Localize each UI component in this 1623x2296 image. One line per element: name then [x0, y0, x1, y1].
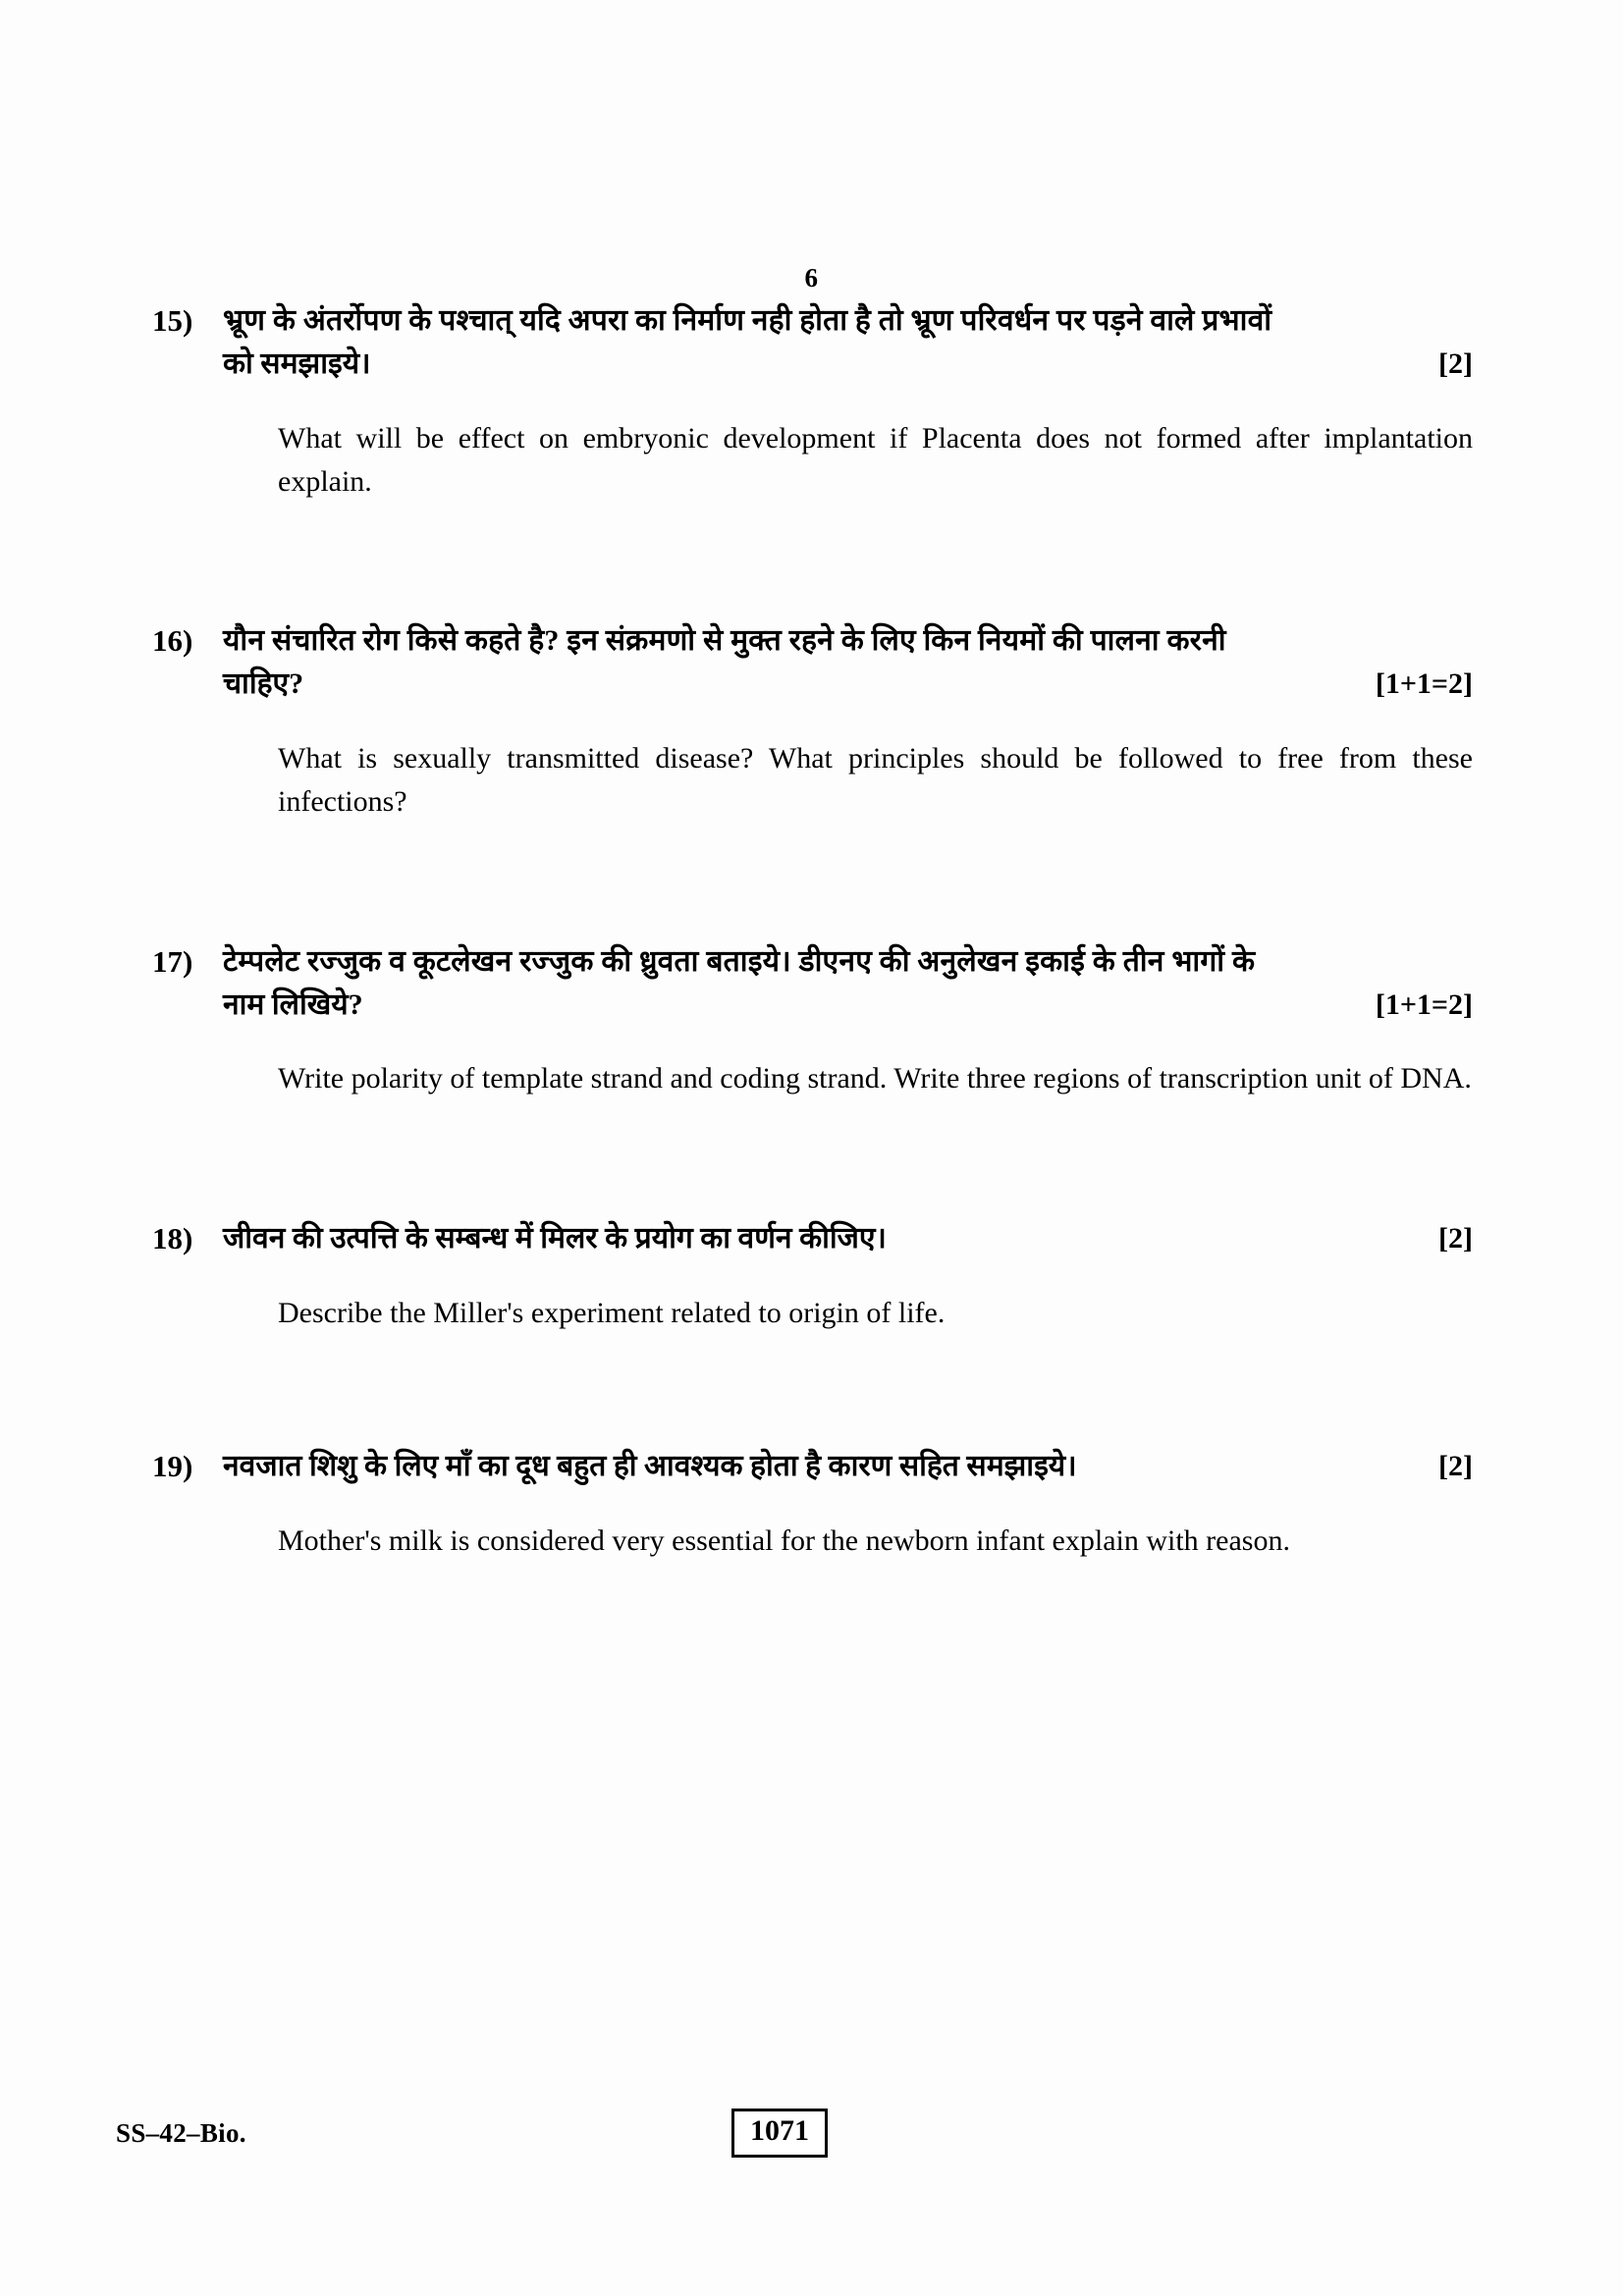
question-marks: [2] [1438, 1449, 1473, 1482]
question-text-hindi: यौन संचारित रोग किसे कहते है? इन संक्रमणो से मुक्त रहने के लिए किन नियमों की पालना करनी [223, 624, 1226, 658]
question-text-hindi-tail: चाहिए? [223, 667, 304, 701]
question-body [223, 940, 1473, 1101]
question-hindi-last-line [223, 1217, 1473, 1260]
spacer [152, 1335, 1473, 1445]
question-block-17 [152, 940, 1473, 1101]
question-number: 15) [152, 303, 193, 338]
question-number: 16) [152, 623, 193, 659]
question-marks: [2] [1438, 1221, 1473, 1255]
spacer [152, 825, 1473, 940]
question-text-english: Describe the Miller's experiment related to origin of life. [278, 1296, 946, 1329]
question-list [152, 299, 1473, 1563]
question-block-15 [152, 299, 1473, 504]
question-marks: [1+1=2] [1375, 667, 1473, 701]
question-number: 18) [152, 1220, 193, 1255]
spacer [152, 504, 1473, 619]
question-row [152, 619, 1473, 824]
page-footer [0, 2109, 1623, 2177]
question-text-hindi-tail: जीवन की उत्पत्ति के सम्बन्ध में मिलर के प्रयोग का वर्णन कीजिए। [223, 1221, 887, 1255]
question-text-english: What is sexually transmitted disease? What principles should be followed to free from these infections? [278, 741, 1473, 819]
spacer [223, 1026, 1473, 1057]
question-number: 17) [152, 943, 193, 979]
question-body [223, 619, 1473, 824]
page-number: 6 [804, 263, 819, 293]
question-row [152, 940, 1473, 1101]
question-row [152, 1217, 1473, 1335]
question-text-english: Write polarity of template strand and coding strand. Write three regions of transcription unit of DNA. [278, 1062, 1472, 1095]
question-body [223, 299, 1473, 504]
spacer [223, 1488, 1473, 1520]
question-hindi-last-line [223, 1445, 1473, 1488]
question-text-hindi-tail: नवजात शिशु के लिए माँ का दूध बहुत ही आवश्यक होता है कारण सहित समझाइये। [223, 1449, 1077, 1482]
question-body [223, 1217, 1473, 1335]
question-body [223, 1445, 1473, 1563]
question-hindi-last-line [223, 663, 1473, 706]
question-marks: [1+1=2] [1375, 988, 1473, 1021]
question-text-hindi-tail: नाम लिखिये? [223, 988, 363, 1021]
question-marks: [2] [1438, 347, 1473, 380]
question-number: 19) [152, 1448, 193, 1483]
question-block-19 [152, 1445, 1473, 1563]
question-text-hindi-tail: को समझाइये। [223, 347, 371, 380]
question-hindi-last-line [223, 984, 1473, 1027]
question-text-english: What will be effect on embryonic development if Placenta does not formed after implantation explain. [278, 421, 1473, 498]
spacer [152, 1101, 1473, 1217]
serial-number-box: 1071 [731, 2109, 828, 2158]
question-block-16 [152, 619, 1473, 824]
question-text-hindi: भ्रूण के अंतर्रोपण के पश्चात् यदि अपरा का निर्माण नही होता है तो भ्रूण परिवर्धन पर पड़ने वाले प्रभावों [223, 304, 1272, 337]
paper-code: SS–42–Bio. [116, 2118, 246, 2148]
question-row [152, 1445, 1473, 1563]
spacer [223, 1260, 1473, 1292]
spacer [223, 386, 1473, 417]
spacer [223, 706, 1473, 737]
question-row [152, 299, 1473, 504]
question-text-english: Mother's milk is considered very essential for the newborn infant explain with reason. [278, 1523, 1290, 1557]
question-block-18 [152, 1217, 1473, 1335]
question-text-hindi: टेम्पलेट रज्जुक व कूटलेखन रज्जुक की ध्रुवता बताइये। डीएनए की अनुलेखन इकाई के तीन भागों के [223, 944, 1256, 978]
question-hindi-last-line [223, 343, 1473, 386]
